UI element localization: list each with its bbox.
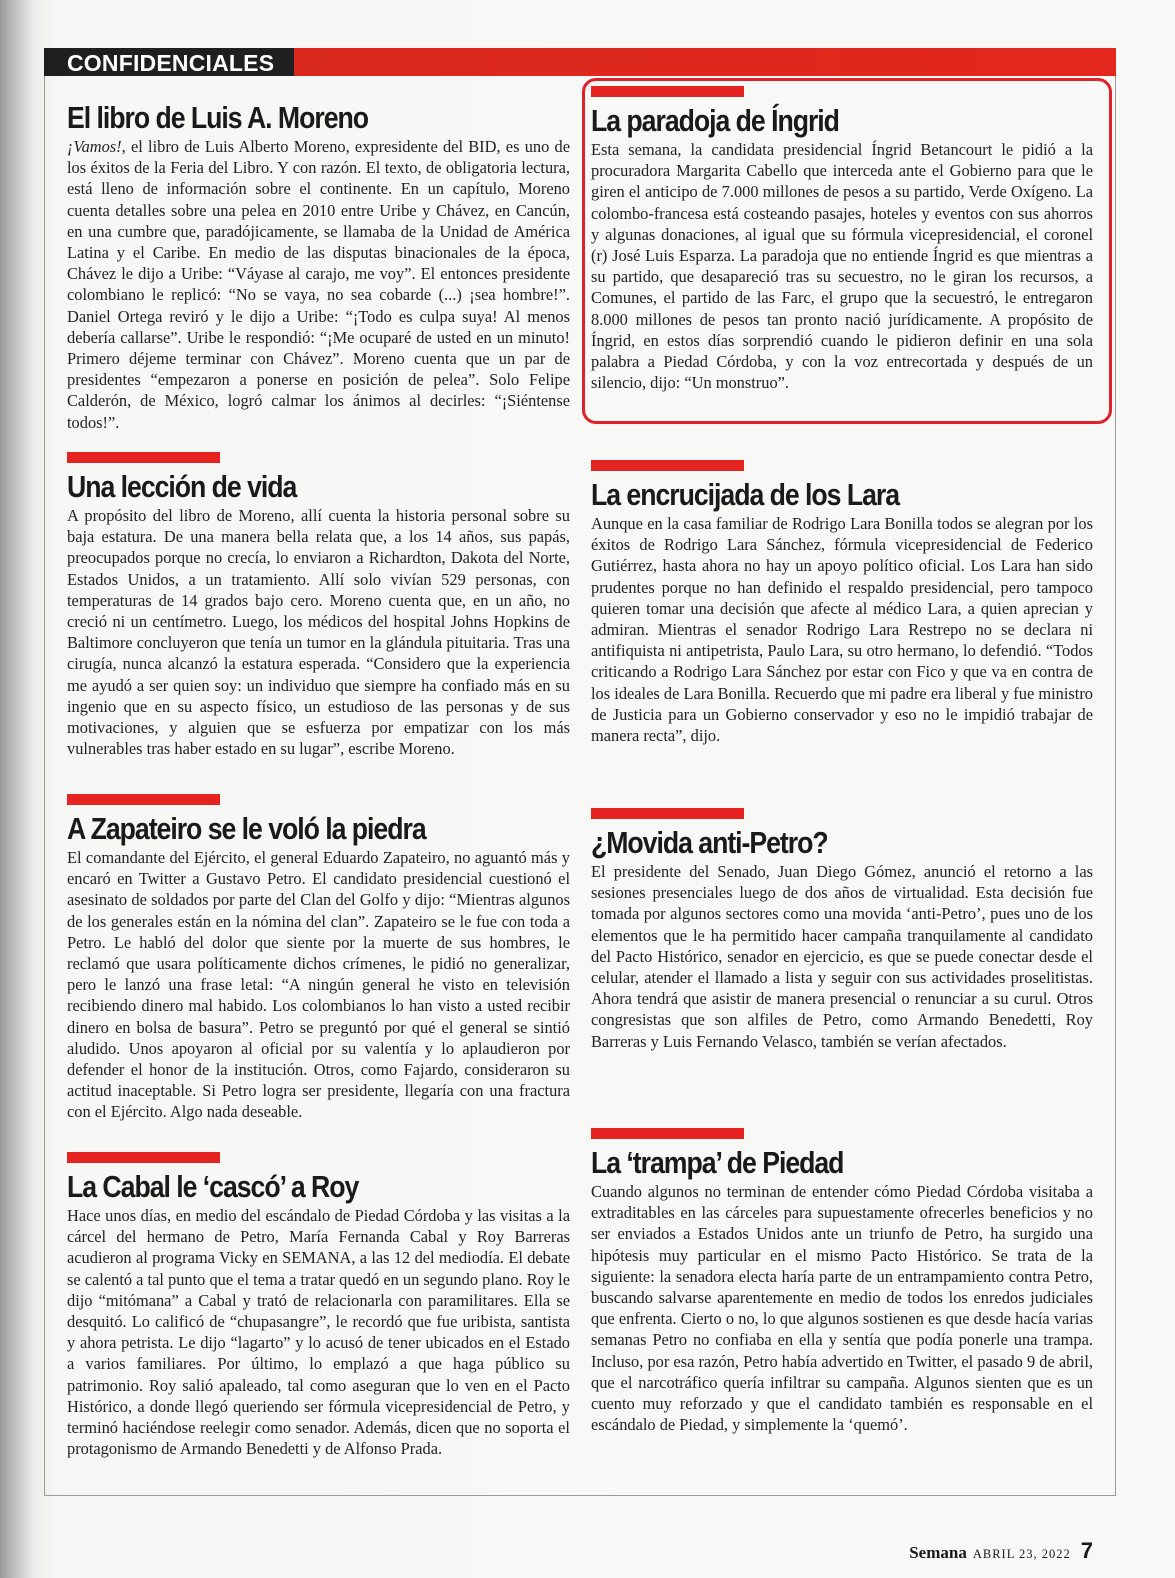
article-headline: La Cabal le ‘cascó’ a Roy: [67, 1169, 359, 1204]
article-headline: El libro de Luis A. Moreno: [67, 100, 369, 135]
article-libro-moreno: [67, 100, 570, 433]
article-lead: ¡Vamos!: [67, 137, 122, 156]
article-headline: Una lección de vida: [67, 469, 297, 504]
article-cabal-roy: [67, 1152, 570, 1459]
red-accent-bar: [67, 1152, 220, 1163]
article-trampa-piedad: [591, 1128, 1093, 1435]
article-body: Esta semana, la candidata presidencial Íngrid Betancourt le pidió a la procuradora Margarita Cabello que interceda ante el Gobierno para que le giren el anticipo de 7.000 millones de pesos a su partido, Verde Oxígeno. La colombo-francesa está costeando pasajes, hoteles y eventos con sus ahorros y algunas donaciones, al igual que su fórmula vicepresidencial, el coronel (r) José Luis Esparza. La paradoja que no entiende Íngrid es que mientras a su partido, que desapareció tras su secuestro, no le giran los recursos, a Comunes, el partido de las Farc, el grupo que la secuestró, le entregaron 8.000 millones de pesos tan pronto nació jurídicamente. A propósito de Íngrid, en estos días sorprendió cuando le pidieron definir en una sola palabra a Piedad Córdoba, y con la voz entrecortada y después de un silencio, dijo: “Un monstruo”.: [591, 140, 1093, 393]
article-encrucijada-lara: [591, 460, 1093, 746]
article-headline: La ‘trampa’ de Piedad: [591, 1145, 844, 1180]
article-headline: A Zapateiro se le voló la piedra: [67, 811, 426, 846]
section-title: CONFIDENCIALES: [67, 50, 275, 76]
page-footer: [909, 1538, 1093, 1564]
page-number: 7: [1080, 1538, 1093, 1563]
red-accent-bar: [591, 808, 744, 819]
article-headline: ¿Movida anti-Petro?: [591, 825, 828, 860]
red-accent-bar: [591, 460, 744, 471]
issue-date: ABRIL 23, 2022: [972, 1547, 1071, 1561]
red-accent-bar: [67, 794, 220, 805]
article-headline: La paradoja de Íngrid: [591, 103, 839, 138]
article-leccion-vida: [67, 452, 570, 759]
red-accent-bar: [67, 452, 220, 463]
article-zapateiro: [67, 794, 570, 1123]
article-body: ¡Vamos!, el libro de Luis Alberto Moreno, expresidente del BID, es uno de los éxitos de la Feria del Libro. Y con razón. El texto, de obligatoria lectura, está lleno de información sobre el continente. En un capítulo, Moreno cuenta detalles sobre una pelea en 2010 entre Uribe y Chávez, en Cancún, en una cumbre que, paradójicamente, se llamaba de la Unidad de América Latina y el Caribe. En medio de las disputas binacionales de la época, Chávez le dijo a Uribe: “Váyase al carajo, me voy”. El entonces presidente colombiano le replicó: “No se vaya, no sea cobarde (...) ¡sea hombre!”. Daniel Ortega reviró y le dijo a Uribe: “¡Todo es culpa suya! Al menos debería callarse”. Uribe le respondió: “¡Me ocuparé de usted en un minuto! Primero déjeme terminar con Chávez”. Moreno cuenta que un par de presidentes “empezaron a ponerse en posición de pelea”. Solo Felipe Calderón, de México, logró calmar los ánimos al decirles: “¡Siéntense todos!”.: [67, 137, 570, 432]
article-body: Cuando algunos no terminan de entender cómo Piedad Córdoba visitaba a extraditables en las cárceles para supuestamente ofrecerles beneficios y no ser enviados a Estados Unidos ante un triunfo de Petro, ha surgido una hipótesis muy particular en el mismo Pacto Histórico. Se trata de la siguiente: la senadora electa haría parte de un entrampamiento contra Petro, buscando salvarse aparentemente en medio de todos los enredos judiciales que enfrenta. Cierto o no, lo que algunos sostienen es que desde hacía varias semanas Petro no confiaba en ella y sentía que podía ponerle una trampa. Incluso, por esa razón, Petro había advertido en Twitter, el pasado 9 de abril, que el narcotráfico quería infiltrar su campaña. Algunos sienten que es un cuento muy reforzado y que el candidato también es responsable en el escándalo de Piedad, y simplemente la ‘quemó’.: [591, 1182, 1093, 1435]
article-movida-anti-petro: [591, 808, 1093, 1052]
article-body: El comandante del Ejército, el general Eduardo Zapateiro, no aguantó más y encaró en Twitter a Gustavo Petro. El candidato presidencial cuestionó el asesinato de soldados por parte del Clan del Golfo y dijo: “Mientras algunos de los generales están en la nómina del clan”. Zapateiro se le fue con toda a Petro. Le habló del dolor que siente por la muerte de sus hombres, le reclamó que usara políticamente dichos crímenes, le pidió no generalizar, pero le lanzó una frase letal: “A ningún general he visto en televisión recibiendo dinero mal habido. Los colombianos lo han visto a usted recibir dinero en bolsa de basura”. Petro se preguntó por qué el general se sintió aludido. Unos apoyaron al oficial por su valentía y lo aplaudieron por defender el honor de la institución. Otros, como Fajardo, consideraron su actitud inaceptable. Si Petro logra ser presidente, llegaría con una fractura con el Ejército. Algo nada deseable.: [67, 848, 570, 1122]
red-accent-bar: [591, 1128, 744, 1139]
highlight-outline: [582, 78, 1112, 424]
article-headline: La encrucijada de los Lara: [591, 477, 900, 512]
magazine-name: Semana: [909, 1543, 967, 1562]
article-body: El presidente del Senado, Juan Diego Gómez, anunció el retorno a las sesiones presenciales luego de dos años de virtualidad. Esta decisión fue tomada por algunos sectores como una movida ‘anti-Petro’, pues uno de los elementos que le ha permitido hacer campaña tranquilamente al candidato del Pacto Histórico, senador en ejercicio, es que se puede conectar desde el celular, atender el llamado a lista y seguir con sus actividades proselitistas. Ahora tendrá que asistir de manera presencial o renunciar a su curul. Otros congresistas que son alfiles de Petro, como Armando Benedetti, Roy Barreras y Luis Fernando Velasco, también se verían afectados.: [591, 862, 1093, 1051]
article-body: Aunque en la casa familiar de Rodrigo Lara Bonilla todos se alegran por los éxitos de Rodrigo Lara Sánchez, fórmula vicepresidencial de Federico Gutiérrez, hasta ahora no hay un apoyo político oficial. Los Lara han sido prudentes porque no han definido el respaldo presidencial, pero tampoco quieren tomar una decisión que afecte al médico Lara, a quien aprecian y admiran. Mientras el senador Rodrigo Lara Restrepo no se declara ni antifiquista ni antipetrista, Paulo Lara, su otro hermano, lo defendió. “Todos criticando a Rodrigo Lara Sánchez por estar con Fico y que va en contra de los ideales de Lara Bonilla. Recuerdo que mi padre era liberal y fue ministro de Justicia para un Gobierno conservador y eso no le impidió trabajar de manera recta”, dijo.: [591, 514, 1093, 746]
article-body: Hace unos días, en medio del escándalo de Piedad Córdoba y las visitas a la cárcel del hermano de Petro, María Fernanda Cabal y Roy Barreras acudieron al programa Vicky en SEMANA, a las 12 del mediodía. El debate se calentó a tal punto que el tema a tratar quedó en un segundo plano. Roy le dijo “mitómana” a Cabal y trató de relacionarla con paramilitares. Ella se desquitó. Lo calificó de “chupasangre”, le recordó que fue uribista, santista y ahora petrista. Le dijo “lagarto” y lo acusó de tener ubicados en el Estado a varios familiares. Por último, lo emplazó a que haga público su patrimonio. Roy salió apaleado, tal como aseguran que lo ven en el Pacto Histórico, a donde llegó queriendo ser fórmula vicepresidencial de Petro, y terminó haciéndose reelegir como senador. Además, dicen que no soporta el protagonismo de Armando Benedetti y de Alfonso Prada.: [67, 1206, 570, 1459]
article-body: A propósito del libro de Moreno, allí cuenta la historia personal sobre su baja estatura. De una manera bella relata que, a los 14 años, sus papás, preocupados porque no crecía, lo enviaron a Richardton, Dakota del Norte, Estados Unidos, a un tratamiento. Allí solo vivían 529 personas, con temperaturas de 14 grados bajo cero. Moreno cuenta que, en un año, no creció ni un centímetro. Luego, los médicos del hospital Johns Hopkins de Baltimore concluyeron que tenía un tumor en la glándula pituitaria. Tras una cirugía, nunca alcanzó la estatura esperada. “Considero que la experiencia me ayudó a ser quien soy: un individuo que siempre ha confiado más en su ingenio que en su aspecto físico, un estudioso de las personas y de sus motivaciones, y alguien que se esfuerza por empatizar con los más vulnerables tras haber estado en su lugar”, escribe Moreno.: [67, 506, 570, 759]
